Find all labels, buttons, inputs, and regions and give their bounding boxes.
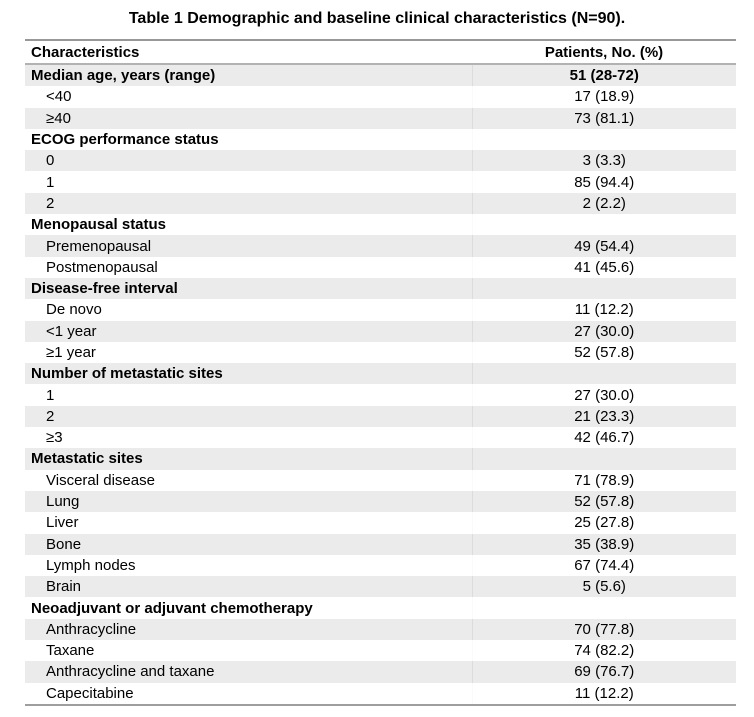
table-row [25, 384, 736, 405]
characteristic-cell: Bone [25, 534, 472, 555]
table-row-section [25, 363, 736, 384]
value-cell: 42 (46.7) [472, 427, 736, 448]
table-row [25, 683, 736, 705]
value-cell: 21 (23.3) [472, 406, 736, 427]
characteristic-cell: Lung [25, 491, 472, 512]
characteristic-cell: 2 [25, 406, 472, 427]
characteristic-cell: Number of metastatic sites [25, 363, 472, 384]
value-cell [472, 448, 736, 469]
table-row [25, 470, 736, 491]
value-cell: 74 (82.2) [472, 640, 736, 661]
table-row [25, 427, 736, 448]
value-cell: 52 (57.8) [472, 342, 736, 363]
value-cell: 25 (27.8) [472, 512, 736, 533]
value-cell: 67 (74.4) [472, 555, 736, 576]
value-cell: 73 (81.1) [472, 108, 736, 129]
value-cell: 70 (77.8) [472, 619, 736, 640]
characteristic-cell: Capecitabine [25, 683, 472, 705]
table-header [25, 40, 736, 64]
characteristic-cell: Menopausal status [25, 214, 472, 235]
value-cell: 51 (28-72) [472, 64, 736, 86]
demographics-table [25, 39, 736, 706]
value-cell [472, 129, 736, 150]
value-cell: 11 (12.2) [472, 299, 736, 320]
table-row [25, 86, 736, 107]
characteristic-cell: Premenopausal [25, 235, 472, 256]
table-row [25, 661, 736, 682]
value-cell: 2 (2.2) [472, 193, 736, 214]
characteristic-cell: Disease-free interval [25, 278, 472, 299]
characteristic-cell: Brain [25, 576, 472, 597]
characteristic-cell: Lymph nodes [25, 555, 472, 576]
value-cell: 27 (30.0) [472, 321, 736, 342]
table-row [25, 619, 736, 640]
value-cell: 69 (76.7) [472, 661, 736, 682]
value-cell: 49 (54.4) [472, 235, 736, 256]
characteristic-cell: <40 [25, 86, 472, 107]
characteristic-cell: Postmenopausal [25, 257, 472, 278]
characteristic-cell: Median age, years (range) [25, 64, 472, 86]
characteristic-cell: <1 year [25, 321, 472, 342]
characteristic-cell: Metastatic sites [25, 448, 472, 469]
table-row [25, 342, 736, 363]
value-cell: 85 (94.4) [472, 171, 736, 192]
table-row [25, 512, 736, 533]
table-row [25, 299, 736, 320]
table-row [25, 235, 736, 256]
value-cell [472, 214, 736, 235]
value-cell [472, 597, 736, 618]
value-cell: 27 (30.0) [472, 384, 736, 405]
table-row [25, 257, 736, 278]
table-row-section [25, 448, 736, 469]
table-row [25, 150, 736, 171]
value-cell: 3 (3.3) [472, 150, 736, 171]
table-row [25, 171, 736, 192]
characteristic-cell: 2 [25, 193, 472, 214]
table-row [25, 406, 736, 427]
table-row [25, 108, 736, 129]
value-cell: 11 (12.2) [472, 683, 736, 705]
value-cell: 71 (78.9) [472, 470, 736, 491]
header-row [25, 40, 736, 64]
characteristic-cell: 1 [25, 171, 472, 192]
value-cell: 35 (38.9) [472, 534, 736, 555]
table-row-section [25, 278, 736, 299]
table-row-section [25, 597, 736, 618]
value-cell: 41 (45.6) [472, 257, 736, 278]
table-body [25, 64, 736, 705]
characteristic-cell: Neoadjuvant or adjuvant chemotherapy [25, 597, 472, 618]
characteristic-cell: Visceral disease [25, 470, 472, 491]
table-row [25, 491, 736, 512]
table-row [25, 640, 736, 661]
characteristic-cell: 1 [25, 384, 472, 405]
table-row-section [25, 214, 736, 235]
table-title: Table 1 Demographic and baseline clinical characteristics (N=90). [128, 10, 626, 27]
characteristic-cell: Anthracycline and taxane [25, 661, 472, 682]
table-row-section [25, 129, 736, 150]
characteristic-cell: Anthracycline [25, 619, 472, 640]
characteristic-cell: Liver [25, 512, 472, 533]
characteristic-cell: ≥40 [25, 108, 472, 129]
value-cell [472, 363, 736, 384]
characteristic-cell: ≥3 [25, 427, 472, 448]
characteristic-cell: ECOG performance status [25, 129, 472, 150]
characteristic-cell: 0 [25, 150, 472, 171]
column-header-characteristics: Characteristics [25, 40, 472, 64]
value-cell: 5 (5.6) [472, 576, 736, 597]
table-row [25, 193, 736, 214]
column-header-patients: Patients, No. (%) [472, 40, 736, 64]
characteristic-cell: ≥1 year [25, 342, 472, 363]
characteristic-cell: Taxane [25, 640, 472, 661]
value-cell: 17 (18.9) [472, 86, 736, 107]
table-row [25, 576, 736, 597]
table-row [25, 555, 736, 576]
characteristic-cell: De novo [25, 299, 472, 320]
value-cell [472, 278, 736, 299]
table-row [25, 321, 736, 342]
table-row [25, 534, 736, 555]
value-cell: 52 (57.8) [472, 491, 736, 512]
table-row-section [25, 64, 736, 86]
